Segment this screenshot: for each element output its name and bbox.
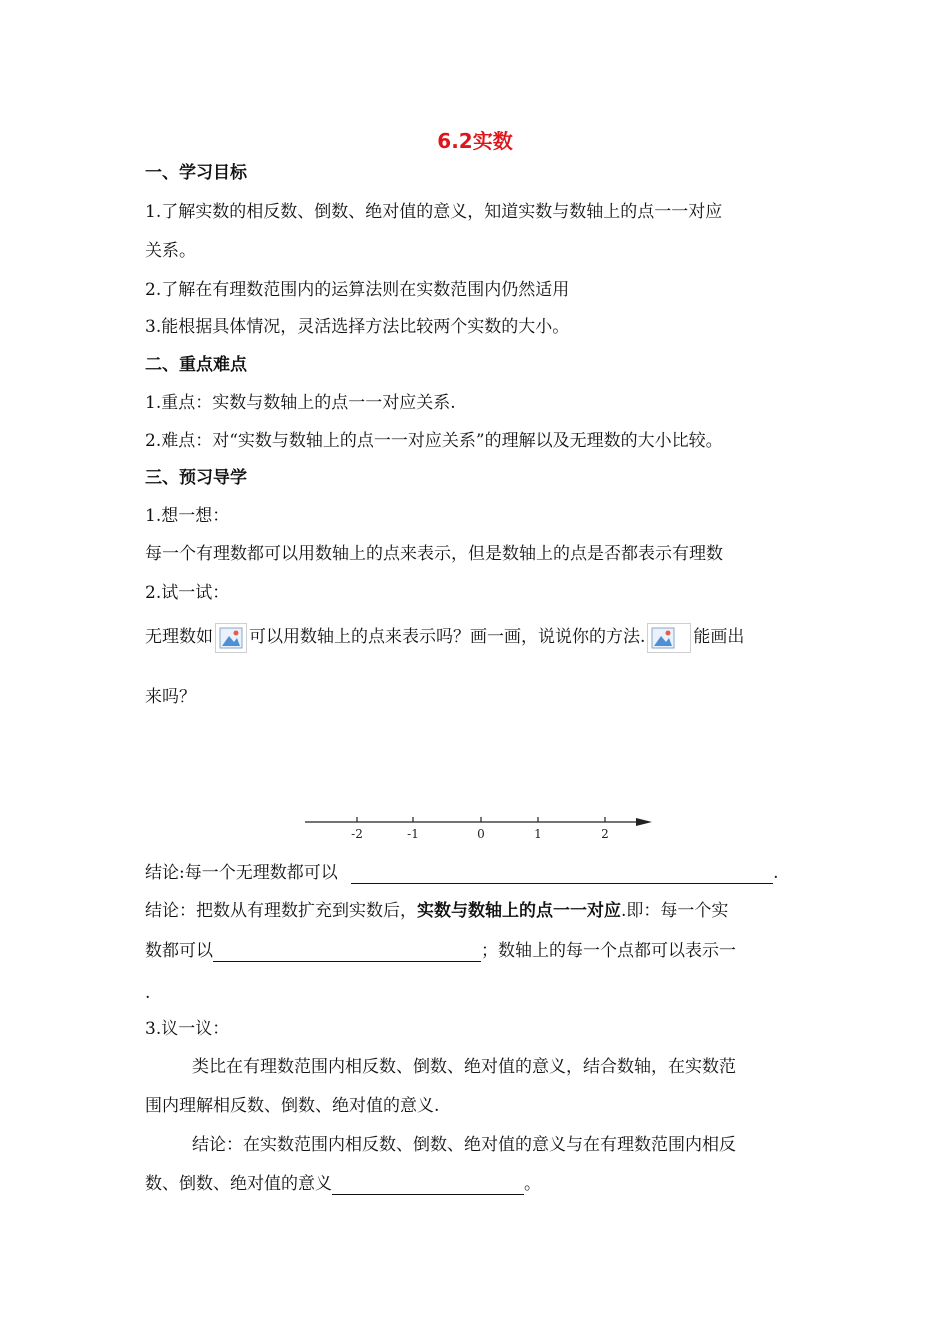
objective-1-line2: 关系。: [145, 241, 196, 261]
axis-tick-label: -1: [407, 827, 419, 841]
axis-tick-label: 1: [534, 827, 542, 841]
objective-3: 3.能根据具体情况，灵活选择方法比较两个实数的大小。: [145, 317, 570, 337]
conclusion-2-line2b: ；数轴上的每一个点都可以表示一: [481, 941, 736, 961]
conclusion-3-end: 。: [524, 1174, 541, 1194]
fill-blank-1[interactable]: [351, 865, 773, 884]
objective-1-line1: 1.了解实数的相反数、倒数、绝对值的意义，知道实数与数轴上的点一一对应: [145, 202, 723, 222]
fill-blank-3[interactable]: [332, 1176, 524, 1195]
axis-tick-label: 0: [477, 827, 485, 841]
discuss-label: 3.议一议：: [145, 1019, 230, 1039]
discuss-line2: 围内理解相反数、倒数、绝对值的意义.: [145, 1096, 440, 1116]
think-label: 1.想一想：: [145, 506, 230, 526]
objective-2: 2.了解在有理数范围内的运算法则在实数范围内仍然适用: [145, 280, 570, 300]
try-text-part2: 可以用数轴上的点来表示吗？画一画，说说你的方法.: [249, 627, 646, 647]
conclusion-2-bold: 实数与数轴上的点一一对应: [417, 901, 621, 921]
broken-image-icon: [647, 623, 691, 653]
conclusion-3-line1: 结论：在实数范围内相反数、倒数、绝对值的意义与在有理数范围内相反: [192, 1135, 736, 1155]
section3-heading: 三、预习导学: [145, 468, 247, 488]
try-text-line2: 来吗？: [145, 687, 196, 707]
conclusion-2-line3: .: [145, 983, 151, 1003]
try-text-part1: 无理数如: [145, 627, 213, 647]
fill-blank-2[interactable]: [213, 943, 481, 962]
conclusion-2-line2a: 数都可以: [145, 941, 213, 961]
number-line-arrow: [636, 818, 652, 826]
try-label: 2.试一试：: [145, 583, 230, 603]
conclusion-2-suffix: .即：每一个实: [621, 901, 729, 921]
discuss-line1: 类比在有理数范围内相反数、倒数、绝对值的意义，结合数轴，在实数范: [192, 1057, 736, 1077]
axis-tick-label: -2: [351, 827, 363, 841]
conclusion-1-prefix: 结论:每一个无理数都可以: [145, 863, 338, 883]
difficult-point: 2.难点：对“实数与数轴上的点一一对应关系”的理解以及无理数的大小比较。: [145, 431, 723, 451]
conclusion-3-line2: [145, 1173, 541, 1195]
conclusion-2-line1: [145, 900, 728, 922]
page-title: 6.2实数: [437, 129, 513, 153]
broken-image-icon: [215, 623, 247, 653]
think-text: 每一个有理数都可以用数轴上的点来表示，但是数轴上的点是否都表示有理数: [145, 544, 723, 564]
axis-tick-label: 2: [601, 827, 609, 841]
section1-heading: 一、学习目标: [145, 163, 247, 183]
try-text: [145, 622, 744, 653]
conclusion-2-line2: [145, 940, 736, 962]
number-line: [300, 808, 660, 844]
conclusion-3-text: 数、倒数、绝对值的意义: [145, 1174, 332, 1194]
key-point: 1.重点：实数与数轴上的点一一对应关系.: [145, 393, 456, 413]
conclusion-1: [145, 862, 779, 884]
conclusion-2-prefix: 结论：把数从有理数扩充到实数后，: [145, 901, 417, 921]
conclusion-1-end: .: [773, 863, 779, 883]
section2-heading: 二、重点难点: [145, 355, 247, 375]
try-text-part3: 能画出: [693, 627, 745, 647]
